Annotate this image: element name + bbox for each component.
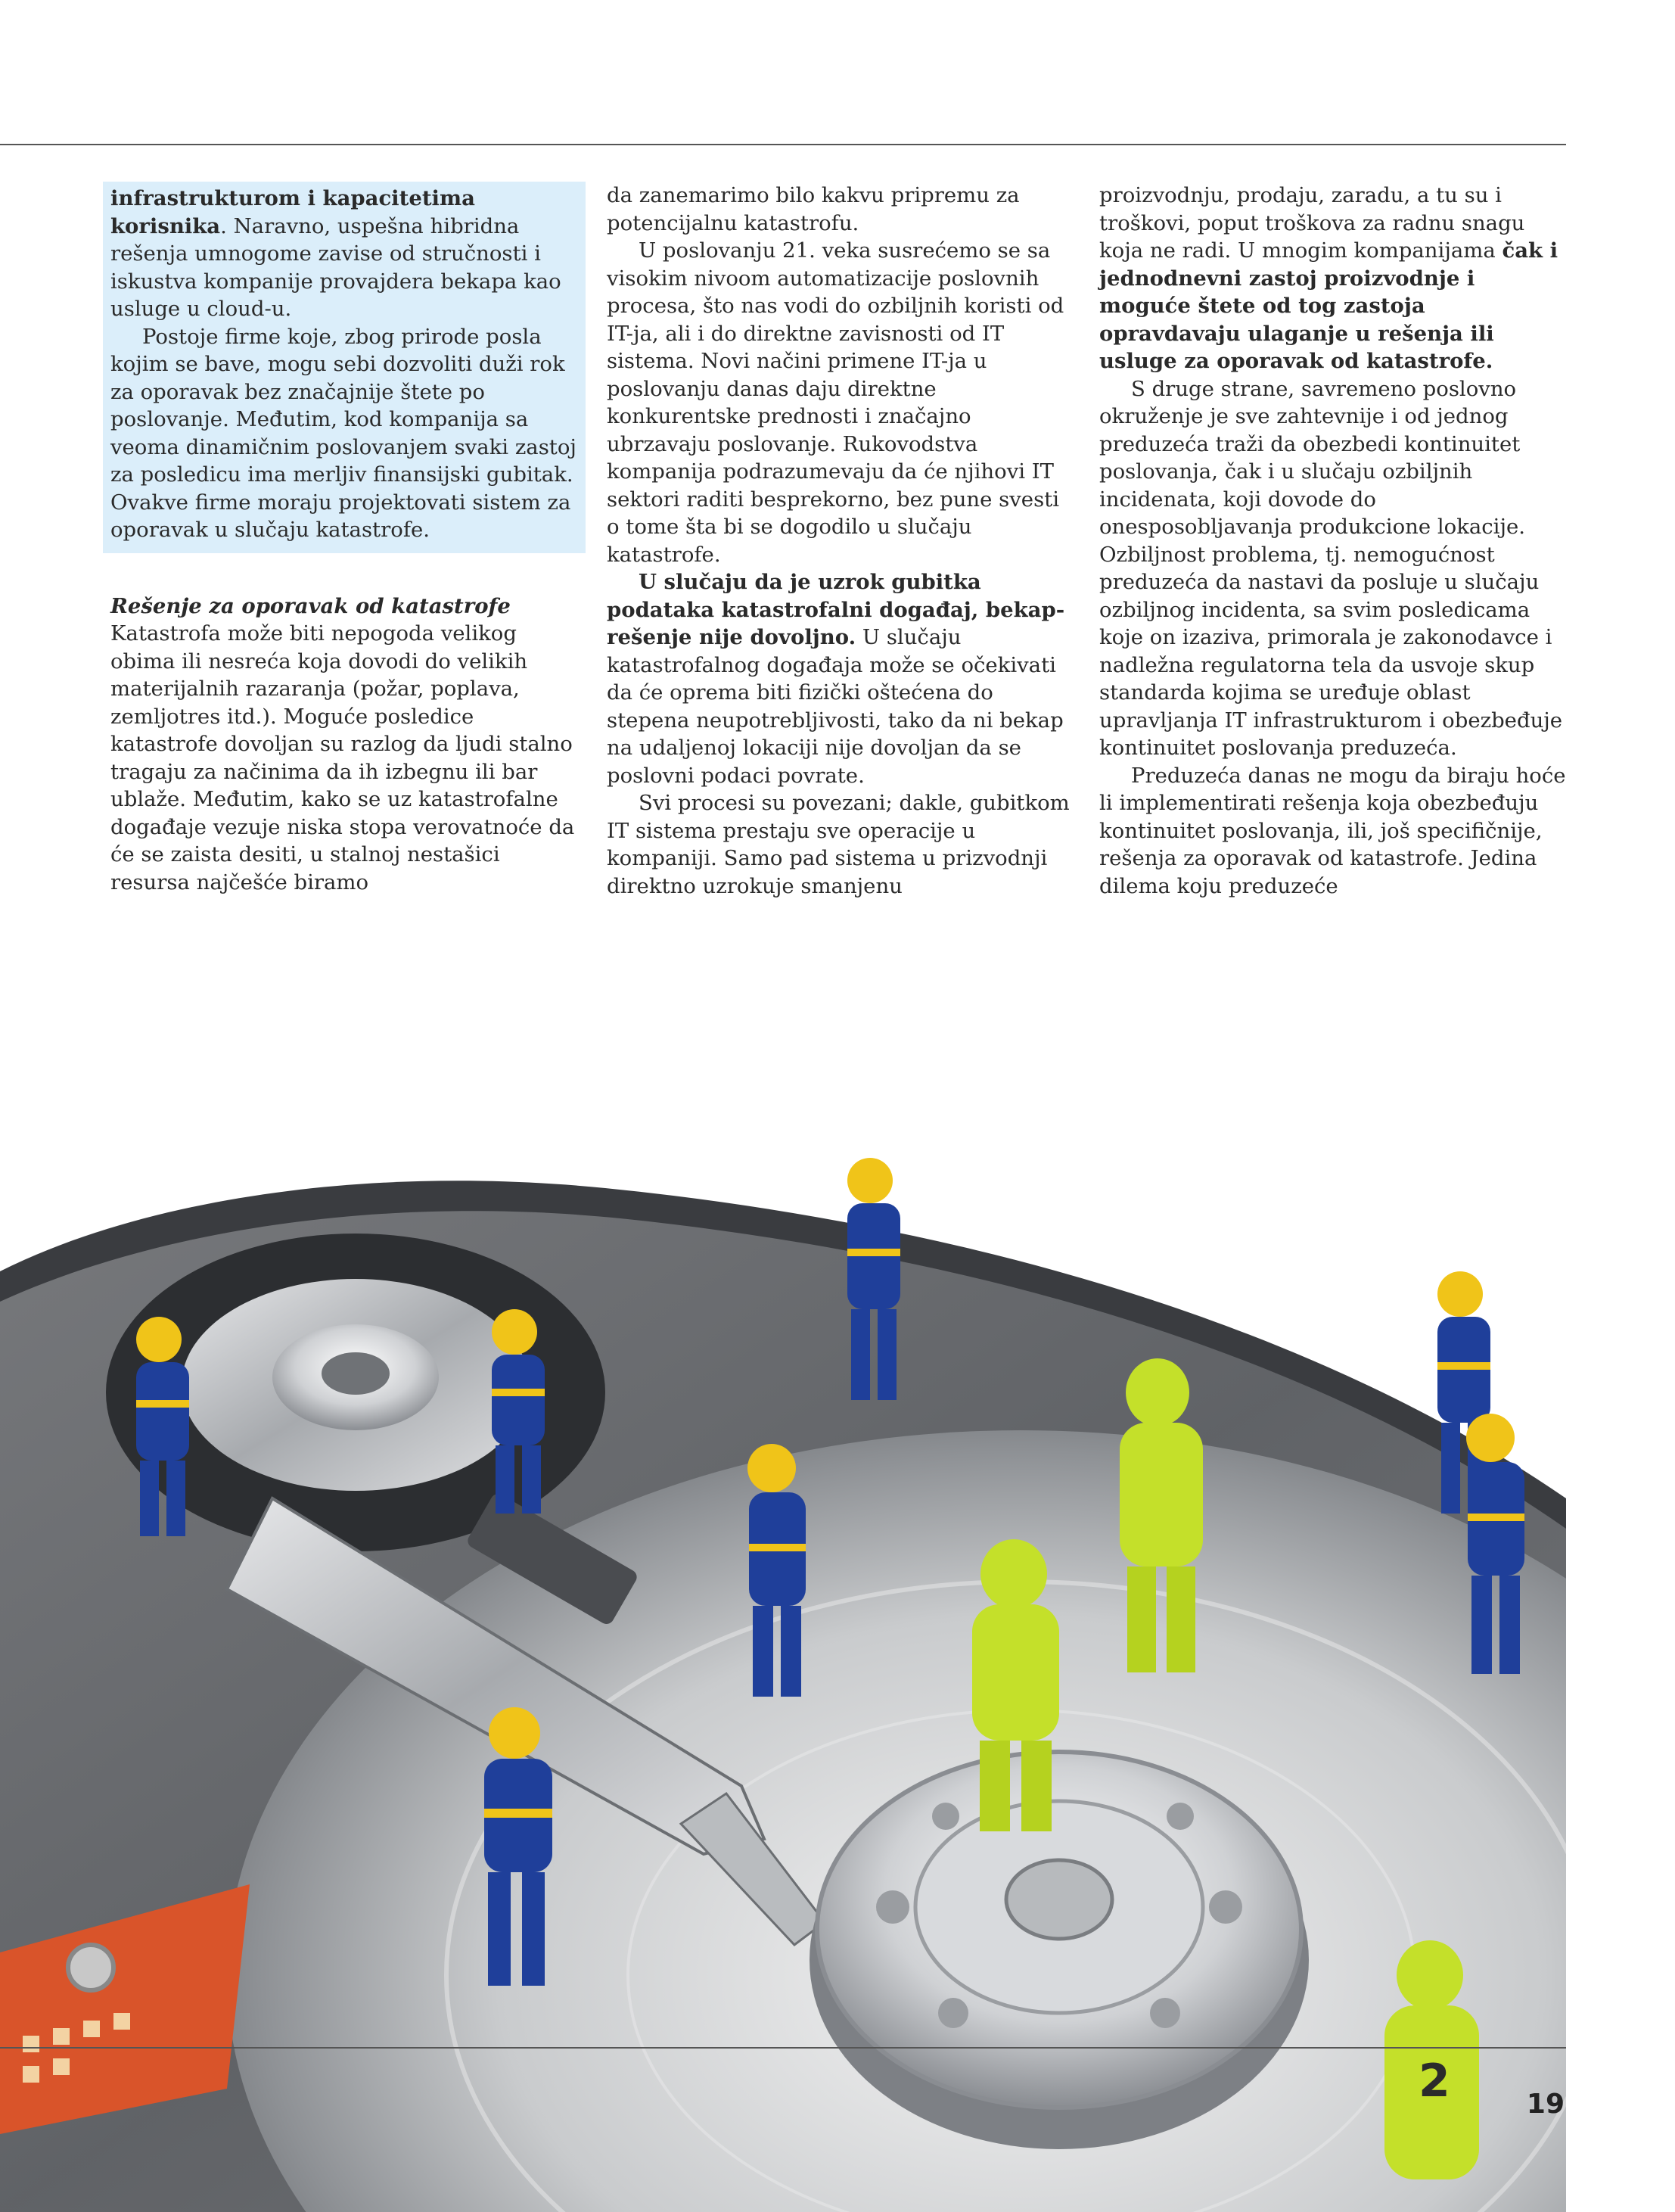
hard-drive-workers-photo	[0, 1105, 1566, 2212]
column-3	[1099, 182, 1567, 900]
col3-paragraph-2: S druge strane, savremeno poslovno okruženje je sve zahtevnije i od jednog preduzeća traži da obezbedi kontinuitet poslovanja, čak i u slučaju ozbiljnih incidenata, koji dovode do onesposobljavanja produkcione lokacije. Ozbiljnost problema, tj. nemogućnost preduzeća da nastavi da posluje u slučaju ozbiljnog incidenta, sa svim posledicama koje on izaziva, primorala je zakonodavce i nadležna regulatorna tela da usvoje skup standarda kojima se uređuje oblast upravljanja IT infrastrukturom i obezbeđuje kontinuitet poslovanja preduzeća.	[1099, 376, 1563, 760]
hazmat-number: 2	[1419, 2055, 1450, 2108]
col3-paragraph-3: Preduzeća danas ne mogu da biraju hoće li implementirati rešenja koja obezbeđuju kontinuitet poslovanja, ili, još specifičnije, rešenja za oporavak od katastrofe. Jedina dilema koju preduzeće	[1099, 763, 1566, 898]
col1-paragraph-3: Katastrofa može biti nepogoda velikog obima ili nesreća koja dovodi do velikih materijalnih razaranja (požar, poplava, zemljotres itd.). Moguće posledice katastrofe dovoljan su razlog da ljudi stalno tragaju za načinima da ih izbegnu ili bar ublaže. Međutim, kako se uz katastrofalne događaje vezuje niska stopa verovatnoće da će se zaista desiti, u stalnoj nestašici resursa najčešće biramo	[110, 621, 575, 894]
col2-paragraph-2: U poslovanju 21. veka susrećemo se sa visokim nivoom automatizacije poslovnih procesa, što nas vodi do ozbiljnih koristi od IT-ja, ali i do direktne zavisnosti od IT sistema. Novi načini primene IT-ja u poslovanju danas daju direktne konkurentske prednosti i značajno ubrzavaju poslovanje. Rukovodstva kompanija podrazumevaju da će njihovi IT sektori raditi besprekorno, bez pune svesti o tome šta bi se dogodilo u slučaju katastrofe.	[607, 238, 1064, 567]
box-paragraph-1	[110, 185, 578, 323]
highlight-box	[103, 182, 586, 553]
section-subheading: Rešenje za oporavak od katastrofe	[110, 593, 511, 618]
col2-paragraph-3	[607, 568, 1074, 789]
col2-paragraph-1: da zanemarimo bilo kakvu pripremu za potencijalnu katastrofu.	[607, 183, 1020, 235]
col2-paragraph-4: Svi procesi su povezani; dakle, gubitkom IT sistema prestaju sve operacije u kompaniji. Samo pad sistema u prizvodnji direktno uzrokuje smanjenu	[607, 791, 1070, 898]
box-lead-rest: . Naravno, uspešna hibridna rešenja umnogome zavise od stručnosti i iskustva kompanije provajdera bekapa kao usluge u cloud-u.	[110, 213, 561, 321]
col2-bold-statement: U slučaju da je uzrok gubitka podataka katastrofalni događaj, bekap-rešenje nije dovoljno.	[607, 570, 1065, 649]
box-paragraph-2: Postoje firme koje, zbog prirode posla kojim se bave, mogu sebi dozvoliti duži rok za oporavak bez značajnije štete po poslovanje. Međutim, kod kompanija sa veoma dinamičnim poslovanjem svaki zastoj za posledicu ima merljiv finansijski gubitak. Ovakve firme moraju projektovati sistem za oporavak u slučaju katastrofe.	[110, 324, 576, 542]
center-spindle	[810, 1752, 1309, 2149]
top-rule	[0, 144, 1566, 145]
col2-p3-rest: U slučaju katastrofalnog događaja može se očekivati da će oprema biti fizički oštećena do stepena neupotrebljivosti, tako da ni bekap na udaljenoj lokaciji nije dovoljan da se poslovni podaci povrate.	[607, 625, 1064, 788]
page-number: 19	[1526, 2089, 1565, 2120]
bottom-rule	[0, 2047, 1566, 2049]
col3-p1-text: proizvodnju, prodaju, zaradu, a tu su i troškovi, poput troškova za radnu snagu koja ne radi. U mnogim kompanijama	[1099, 183, 1525, 263]
col3-paragraph-1	[1099, 182, 1567, 375]
column-1	[110, 182, 578, 896]
column-2	[607, 182, 1074, 900]
box-lead-bold: infrastrukturom i kapacitetima korisnika	[110, 186, 475, 238]
col3-bold-statement: čak i jednodnevni zastoj proizvodnje i moguće štete od tog zastoja opravdavaju ulaganje u rešenja ili usluge za oporavak od katastrofe.	[1099, 238, 1558, 373]
